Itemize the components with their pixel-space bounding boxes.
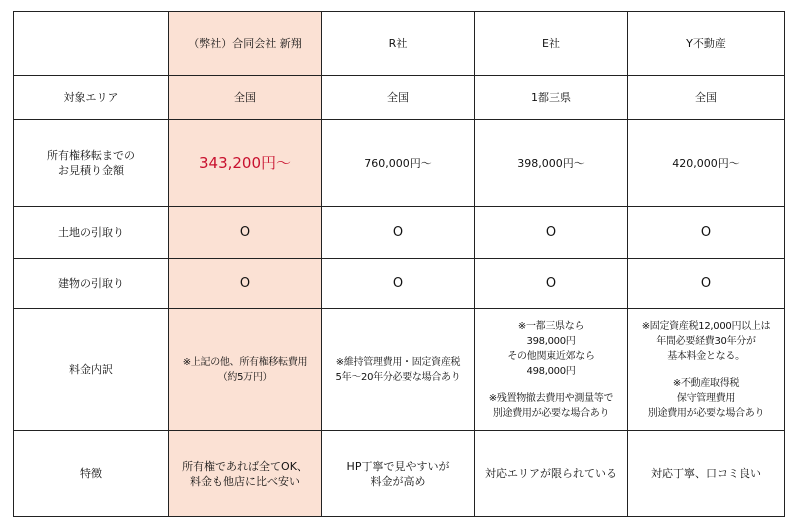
land-shinsho-mark: O (169, 207, 322, 259)
header-company-e: E社 (475, 12, 628, 76)
breakdown-y-line6: 別途費用が必要な場合あり (647, 407, 765, 419)
row-label-estimate (14, 120, 169, 207)
land-y-mark: O (628, 207, 785, 259)
features-r-line1: HP丁寧で見やすいが (346, 459, 450, 473)
row-target-area (14, 76, 785, 120)
breakdown-y-line5: 保守管理費用 (676, 392, 736, 404)
features-y (628, 431, 785, 517)
area-shinsho: 全国 (169, 76, 322, 120)
estimate-label-line2: お見積り金額 (58, 164, 124, 177)
breakdown-y (628, 309, 785, 431)
breakdown-r-line1: ※維持管理費用・固定資産税 (335, 356, 461, 368)
breakdown-r-line2: 5年～20年分必要な場合あり (335, 371, 461, 383)
land-r-mark: O (322, 207, 475, 259)
row-estimate (14, 120, 785, 207)
features-shinsho-line1: 所有権であれば全てOK、 (182, 459, 308, 473)
row-label-target-area: 対象エリア (14, 76, 169, 120)
breakdown-e-line3: その他関東近郊なら (507, 350, 595, 362)
breakdown-e-line6: 別途費用が必要な場合あり (492, 407, 610, 419)
features-r-line2: 料金が高め (370, 474, 426, 488)
breakdown-shinsho-line2: （約5万円） (217, 371, 273, 383)
breakdown-e-line5: ※残置物撤去費用や測量等で (488, 392, 614, 404)
breakdown-shinsho (169, 309, 322, 431)
features-shinsho (169, 431, 322, 517)
header-company-shinsho: （弊社）合同会社 新翔 (169, 12, 322, 76)
building-shinsho-mark: O (169, 259, 322, 309)
estimate-label-line1: 所有権移転までの (47, 149, 135, 162)
breakdown-shinsho-line1: ※上記の他、所有権移転費用 (182, 356, 308, 368)
breakdown-y-line2: 年間必要経費30年分が (656, 335, 756, 347)
area-y: 全国 (628, 76, 785, 120)
breakdown-e-line4: 498,000円 (526, 365, 576, 377)
land-e-mark: O (475, 207, 628, 259)
row-building-pickup (14, 259, 785, 309)
estimate-y: 420,000円～ (628, 120, 785, 207)
row-label-fee-breakdown: 料金内訳 (14, 309, 169, 431)
breakdown-y-line3: 基本料金となる。 (667, 350, 745, 362)
features-r (322, 431, 475, 517)
breakdown-y-spacer (630, 364, 782, 376)
estimate-r: 760,000円～ (322, 120, 475, 207)
breakdown-r (322, 309, 475, 431)
breakdown-y-line1: ※固定資産税12,000円以上は (641, 320, 771, 332)
header-company-y: Y不動産 (628, 12, 785, 76)
features-shinsho-line2: 料金も他店に比べ安い (190, 474, 300, 488)
row-fee-breakdown (14, 309, 785, 431)
area-r: 全国 (322, 76, 475, 120)
row-label-building: 建物の引取り (14, 259, 169, 309)
breakdown-e-line1: ※一都三県なら (517, 320, 585, 332)
header-row (14, 12, 785, 76)
breakdown-e-spacer (477, 379, 625, 391)
header-company-r: R社 (322, 12, 475, 76)
row-label-features: 特徴 (14, 431, 169, 517)
features-y-line1: 対応丁寧、口コミ良い (651, 467, 761, 480)
breakdown-e (475, 309, 628, 431)
building-y-mark: O (628, 259, 785, 309)
breakdown-y-line4: ※不動産取得税 (672, 377, 740, 389)
row-label-land: 土地の引取り (14, 207, 169, 259)
header-blank-cell (14, 12, 169, 76)
row-features (14, 431, 785, 517)
features-e (475, 431, 628, 517)
breakdown-e-line2: 398,000円 (526, 335, 576, 347)
estimate-shinsho: 343,200円～ (169, 120, 322, 207)
estimate-e: 398,000円～ (475, 120, 628, 207)
row-land-pickup (14, 207, 785, 259)
area-e: 1都三県 (475, 76, 628, 120)
features-e-line1: 対応エリアが限られている (485, 467, 617, 480)
building-e-mark: O (475, 259, 628, 309)
building-r-mark: O (322, 259, 475, 309)
comparison-table (13, 11, 785, 517)
